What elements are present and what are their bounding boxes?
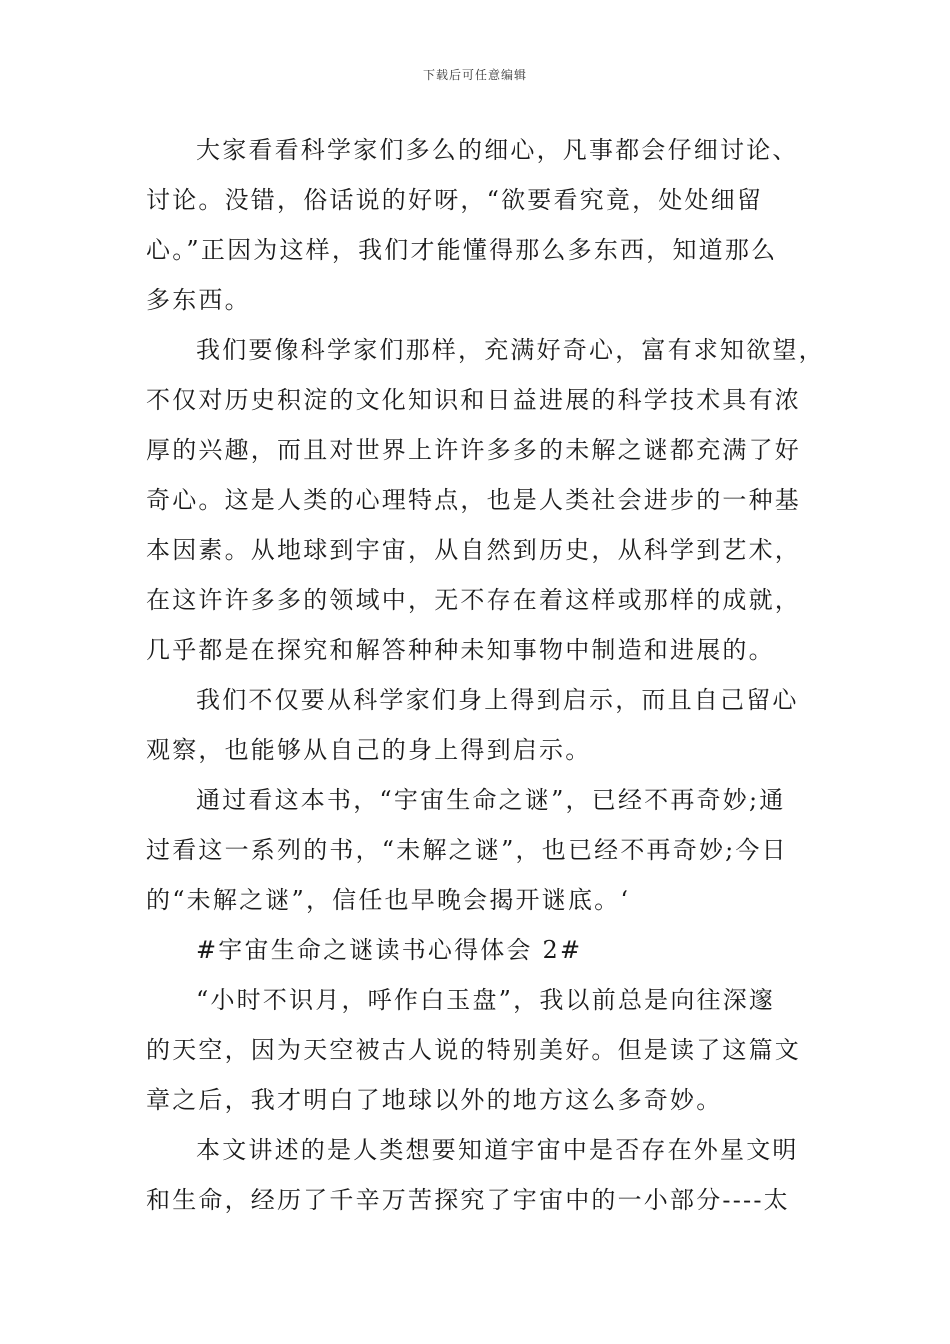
text-line: 多东西。 [146, 286, 251, 314]
text-line: 不仅对历史积淀的文化知识和日益进展的科学技术具有浓 [146, 386, 801, 414]
text-line: 大家看看科学家们多么的细心，凡事都会仔细讨论、 [196, 136, 799, 164]
text-line: 通过看这本书，“宇宙生命之谜”，已经不再奇妙;通 [196, 786, 786, 814]
text-line: 厚的兴趣，而且对世界上许许多多的未解之谜都充满了好 [146, 436, 801, 464]
body-text [146, 125, 825, 1225]
text-line: 心。”正因为这样，我们才能懂得那么多东西，知道那么 [146, 236, 778, 264]
section-heading: #宇宙生命之谜读书心得体会 2# [196, 936, 583, 964]
text-line: 我们不仅要从科学家们身上得到启示，而且自己留心 [196, 686, 799, 714]
text-line: 本因素。从地球到宇宙，从自然到历史，从科学到艺术， [146, 536, 801, 564]
text-line: 几乎都是在探究和解答种种未知事物中制造和进展的。 [146, 636, 775, 664]
text-line: 我们要像科学家们那样，充满好奇心，富有求知欲望， [196, 336, 825, 364]
text-line: 过看这一系列的书，“未解之谜”，也已经不再奇妙;今日 [146, 836, 788, 864]
text-line: 和生命，经历了千辛万苦探究了宇宙中的一小部分----太 [146, 1186, 790, 1214]
text-line: 在这许许多多的领域中，无不存在着这样或那样的成就， [146, 586, 801, 614]
header-note: 下载后可任意编辑 [422, 68, 527, 82]
text-line: 的天空，因为天空被古人说的特别美好。但是读了这篇文 [146, 1036, 801, 1064]
text-line: 本文讲述的是人类想要知道宇宙中是否存在外星文明 [196, 1136, 799, 1164]
text-line: 章之后，我才明白了地球以外的地方这么多奇妙。 [146, 1086, 723, 1114]
text-line: “小时不识月，呼作白玉盘”，我以前总是向往深邃 [196, 986, 776, 1014]
text-line: 的“未解之谜”，信任也早晚会揭开谜底。‘ [146, 886, 631, 914]
text-line: 观察，也能够从自己的身上得到启示。 [146, 736, 592, 764]
text-line: 奇心。这是人类的心理特点，也是人类社会进步的一种基 [146, 486, 801, 514]
text-line: 讨论。没错，俗话说的好呀，“欲要看究竟，处处细留 [146, 186, 764, 214]
